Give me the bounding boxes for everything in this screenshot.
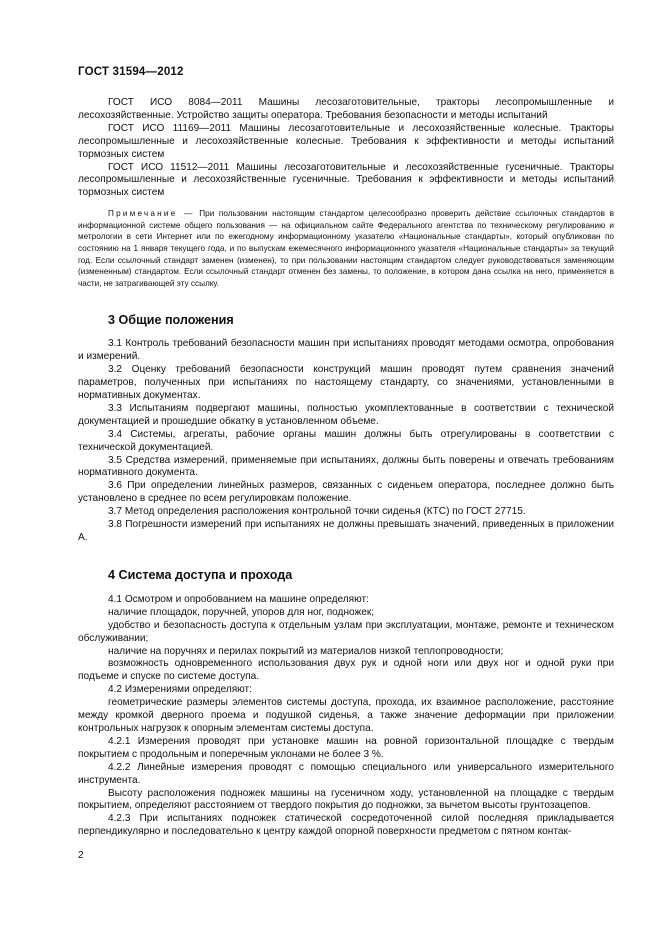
paragraph: 3.2 Оценку требований безопасности конструкций машин проводят путем сравнения значений параметров, полученных при испытаниях по настоящему стандарту, со значениями, установленными в нормативных документах. <box>78 364 614 402</box>
paragraph: возможность одновременного использования двух рук и одной ноги или двух ног и одной руки при подъеме и спуске по системе доступа. <box>78 658 614 683</box>
document-body <box>78 97 614 839</box>
paragraph: Высоту расположения подножек машины на гусеничном ходу, установленной на площадке с твердым покрытием, определяют расстоянием от твердого покрытия до подножки, за вычетом высоты грунтозацепов. <box>78 787 614 812</box>
references-note <box>78 208 614 289</box>
paragraph: наличие на поручнях и перилах покрытий из материалов низкой теплопроводности; <box>108 645 504 657</box>
paragraph: 3.4 Системы, агрегаты, рабочие органы машин должны быть отрегулированы в соответствии с технической документацией. <box>78 428 614 453</box>
reference-item: ГОСТ ИСО 11512—2011 Машины лесозаготовительные и лесохозяйственные гусеничные. Тракторы лесопромышленные и лесохозяйственные гусеничные. Требования к эффективности и методы испытаний тормозных систем <box>78 161 614 199</box>
section-4-content <box>78 594 614 839</box>
paragraph: 3.3 Испытаниям подвергают машины, полностью укомплектованные в соответствии с технической документацией и прошедшие обкатку в установленном объеме. <box>78 402 614 427</box>
note-text: При пользовании настоящим стандартом целесообразно проверить действие ссылочных стандартов в информационной системе общего пользования — на официальном сайте Федерального агентства по техническому регулированию и метрологии в сети Интернет или по ежегодному информационному указателю «Национальные стандарты», который опубликован по состоянию на 1 января текущего года, и по выпускам ежемесячного информационного указателя «Национальные стандарты» за текущий год. Если ссылочный стандарт заменен (изменен), то при пользовании настоящим стандартом следует руководствоваться заменяющим (измененным) стандартом. Если ссылочный стандарт отменен без замены, то положение, в котором дана ссылка на него, применяется в части, не затрагивающей эту ссылку. <box>78 209 614 288</box>
page-number: 2 <box>78 850 84 861</box>
note-label: Примечание — <box>108 209 195 219</box>
paragraph: наличие площадок, поручней, упоров для ног, подножек; <box>108 606 375 618</box>
paragraph: 3.8 Погрешности измерений при испытаниях не должны превышать значений, приведенных в приложении А. <box>78 519 614 543</box>
paragraph: 3.1 Контроль требований безопасности машин при испытаниях проводят методами осмотра, опробования и измерений. <box>78 338 614 363</box>
paragraph: 3.6 При определении линейных размеров, связанных с сиденьем оператора, последнее должно быть установлено в среднее по всем регулировкам положение. <box>78 480 614 505</box>
section-3-content <box>78 338 614 545</box>
paragraph: 4.2.1 Измерения проводят при установке машин на ровной горизонтальной площадке с твердым покрытием с продольным и поперечным уклонами не более 3 %. <box>78 735 614 760</box>
section-4-heading: 4 Система доступа и прохода <box>108 567 293 582</box>
paragraph: 4.2.2 Линейные измерения проводят с помощью специального или универсального измерительного инструмента. <box>78 761 614 786</box>
paragraph: 4.1 Осмотром и опробованием на машине определяют: <box>108 593 369 605</box>
reference-item: ГОСТ ИСО 8084—2011 Машины лесозаготовительные, тракторы лесопромышленные и лесохозяйственные. Устройство защиты оператора. Требования безопасности и методы испытаний <box>78 97 614 121</box>
paragraph: 4.2.3 При испытаниях подножек статической сосредоточенной силой последняя прикладывается перпендикулярно и последовательно к центру каждой опорной поверхности предметом с пятном контак- <box>78 813 614 838</box>
section-3-heading: 3 Общие положения <box>108 313 234 328</box>
paragraph: удобство и безопасность доступа к отдельным узлам при эксплуатации, монтаже, ремонте и техническом обслуживании; <box>78 619 614 644</box>
paragraph: 4.2 Измерениями определяют: <box>108 684 252 696</box>
document-header: ГОСТ 31594—2012 <box>78 66 184 78</box>
paragraph: 3.7 Метод определения расположения контрольной точки сиденья (КТС) по ГОСТ 27715. <box>108 506 526 518</box>
paragraph: геометрические размеры элементов системы доступа, прохода, их взаимное расположение, расстояние между кромкой дверного проема и подушкой сиденья, а также значение деформации при приложении контрольных нагрузок к опорным элементам системы доступа. <box>78 697 614 734</box>
paragraph: 3.5 Средства измерений, применяемые при испытаниях, должны быть поверены и отвечать требованиям нормативного документа. <box>78 454 614 479</box>
reference-item: ГОСТ ИСО 11169—2011 Машины лесозаготовительные и лесохозяйственные колесные. Тракторы лесопромышленные и лесохозяйственные колесные. Требования к эффективности и методы испытаний тормозных систем <box>78 122 614 160</box>
normative-references <box>78 97 614 200</box>
